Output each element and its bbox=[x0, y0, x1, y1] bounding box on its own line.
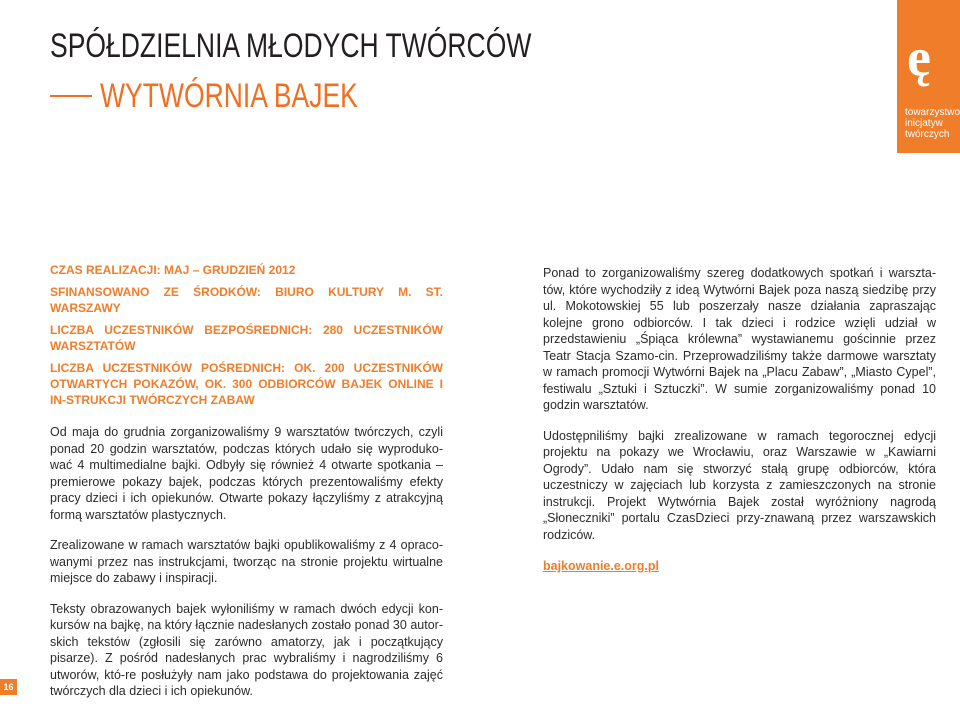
logo-line-1: towarzystwo bbox=[905, 107, 960, 118]
logo-glyph: ę bbox=[907, 27, 931, 87]
organization-logo bbox=[897, 0, 960, 153]
right-body bbox=[543, 265, 936, 543]
project-website-link[interactable]: bajkowanie.e.org.pl bbox=[543, 559, 659, 573]
page-number: 16 bbox=[3, 682, 14, 692]
info-direct-participants: LICZBA UCZESTNIKÓW BEZPOŚREDNICH: 280 UCZESTNIKÓW WARSZTATÓW bbox=[50, 323, 443, 353]
left-paragraph-1: Od maja do grudnia zorganizowaliśmy 9 warsztatów twórczych, czyli ponad 20 godzin warsztatów, podczas których udało się wyproduko-wać 4 multimedialne bajki. Odbyły się również 4 otwarte spotkania – premierowe pokazy bajek, podczas których prezentowaliśmy efekty pracy dzieci i ich opiekunów. Otwarte pokazy łączyliśmy z atrakcyjną formą warsztatów plastycznych. bbox=[50, 425, 443, 522]
right-paragraph-1: Ponad to zorganizowaliśmy szereg dodatkowych spotkań i warszta-tów, które wychodziły z ideą Wytwórni Bajek poza naszą siedzibę przy ul. Mokotowskiej 55 lub poszerzały nasze działania zapraszając kolejne grono odbiorców. I tak dzieci i rodzice wzięli udział w przedstawieniu „Śpiąca królewna” wystawianemu gościnnie przez Teatr Stacja Szamo-cin. Przeprowadziliśmy także darmowe warsztaty w ramach promocji Wytwórni Bajek na „Placu Zabaw”, „Miasto Cypel”, festiwalu „Sztuki i Sztuczki”. W sumie zorganizowaliśmy ponad 10 godzin warsztatów. bbox=[543, 266, 936, 412]
logo-line-2: inicjatyw bbox=[905, 118, 943, 129]
left-body bbox=[50, 424, 443, 700]
info-funding: SFINANSOWANO ZE ŚRODKÓW: BIURO KULTURY M. ST. WARSZAWY bbox=[50, 285, 443, 315]
subtitle-group bbox=[50, 76, 431, 116]
logo-text bbox=[905, 107, 960, 140]
page-subtitle: WYTWÓRNIA BAJEK bbox=[100, 77, 358, 115]
info-period: CZAS REALIZACJI: MAJ – GRUDZIEŃ 2012 bbox=[50, 263, 296, 277]
left-paragraph-2: Zrealizowane w ramach warsztatów bajki opublikowaliśmy z 4 opraco-wanymi przez nas instrukcjami, tworząc na stronie projektu wirtualne miejsce do zabawy i inspiracji. bbox=[50, 538, 443, 585]
left-column bbox=[50, 262, 443, 714]
project-info bbox=[50, 262, 443, 408]
left-paragraph-3: Teksty obrazowanych bajek wyłoniliśmy w ramach dwóch edycji kon-kursów na bajkę, na który łącznie nadesłanych zostało ponad 30 autor-skich tekstów (zgłosili się zarówno amatorzy, jak i początkujący pisarze). Z pośród nadesłanych prac wybraliśmy i nagrodziliśmy 6 utworów, któ-re posłużyły nam jako podstawa do projektowania zajęć twórczych dla dzieci i ich opiekunów. bbox=[50, 601, 443, 698]
right-paragraph-2: Udostępniliśmy bajki zrealizowane w ramach tegorocznej edycji projektu na pokazy we Wrocławiu, oraz Warszawie w „Kawiarni Ogrody”. Udało nam się stworzyć stałą grupę odbiorców, która uczestniczy w zajęciach lub korzysta z zamieszczonych na stronie instrukcji. Projekt Wytwórnia Bajek został wyróżniony nagrodą „Słoneczniki” portalu CzasDzieci przy-znawaną przez warszawskich rodziców. bbox=[543, 428, 936, 542]
logo-line-3: twórczych bbox=[905, 129, 950, 140]
page-number-badge bbox=[0, 679, 17, 695]
info-indirect-participants: LICZBA UCZESTNIKÓW POŚREDNICH: OK. 200 UCZESTNIKÓW OTWARTYCH POKAZÓW, OK. 300 ODBIORCÓW BAJEK ONLINE I IN-STRUKCJI TWÓRCZYCH ZABAW bbox=[50, 361, 443, 407]
page-title: SPÓŁDZIELNIA MŁODYCH TWÓRCÓW bbox=[50, 27, 532, 65]
subtitle-dash bbox=[50, 95, 92, 97]
right-column bbox=[543, 265, 936, 575]
